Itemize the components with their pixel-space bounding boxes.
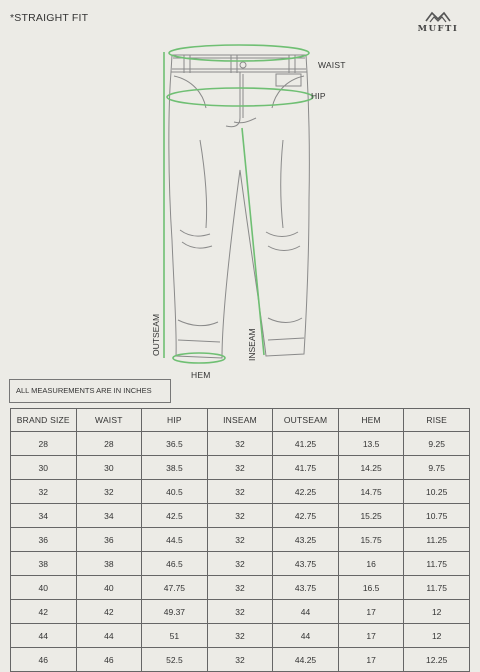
table-cell: 17	[338, 648, 404, 672]
table-cell: 28	[11, 432, 77, 456]
table-cell: 32	[207, 504, 273, 528]
inseam-measure-line	[242, 128, 264, 355]
table-row	[11, 528, 470, 552]
table-cell: 43.75	[273, 552, 339, 576]
table-cell: 38.5	[142, 456, 208, 480]
table-cell: 49.37	[142, 600, 208, 624]
table-cell: 32	[207, 552, 273, 576]
table-cell: 32	[207, 432, 273, 456]
hem-label: HEM	[191, 370, 211, 380]
table-cell: 42	[11, 600, 77, 624]
inseam-label: INSEAM	[247, 328, 257, 361]
table-cell: 34	[11, 504, 77, 528]
table-cell: 42.75	[273, 504, 339, 528]
table-cell: 14.75	[338, 480, 404, 504]
table-cell: 32	[207, 456, 273, 480]
table-cell: 36.5	[142, 432, 208, 456]
outseam-label: OUTSEAM	[151, 313, 161, 356]
table-cell: 44	[273, 624, 339, 648]
table-cell: 32	[76, 480, 142, 504]
table-cell: 32	[207, 648, 273, 672]
measurement-unit-note: ALL MEASUREMENTS ARE IN INCHES	[9, 379, 171, 403]
table-cell: 52.5	[142, 648, 208, 672]
table-cell: 44	[273, 600, 339, 624]
table-cell: 32	[207, 624, 273, 648]
table-cell: 36	[11, 528, 77, 552]
table-cell: 17	[338, 624, 404, 648]
table-cell: 46	[76, 648, 142, 672]
table-cell: 15.25	[338, 504, 404, 528]
table-cell: 38	[76, 552, 142, 576]
table-cell: 12.25	[404, 648, 470, 672]
table-cell: 12	[404, 624, 470, 648]
table-row	[11, 432, 470, 456]
table-cell: 42	[76, 600, 142, 624]
table-cell: 38	[11, 552, 77, 576]
table-cell: 14.25	[338, 456, 404, 480]
table-cell: 34	[76, 504, 142, 528]
table-cell: 42.25	[273, 480, 339, 504]
table-cell: 44	[11, 624, 77, 648]
table-cell: 47.75	[142, 576, 208, 600]
table-cell: 40.5	[142, 480, 208, 504]
table-cell: 30	[76, 456, 142, 480]
table-cell: 30	[11, 456, 77, 480]
table-cell: 10.75	[404, 504, 470, 528]
table-cell: 32	[207, 480, 273, 504]
table-row	[11, 576, 470, 600]
table-cell: 41.25	[273, 432, 339, 456]
table-cell: 46.5	[142, 552, 208, 576]
table-cell: 44.25	[273, 648, 339, 672]
table-row	[11, 456, 470, 480]
table-header-row	[11, 409, 470, 432]
table-cell: 9.25	[404, 432, 470, 456]
table-cell: 16.5	[338, 576, 404, 600]
waist-measure-line	[169, 45, 309, 61]
table-cell: 42.5	[142, 504, 208, 528]
measurement-guides	[164, 45, 313, 363]
table-cell: 44	[76, 624, 142, 648]
jeans-illustration	[169, 55, 310, 358]
table-row	[11, 600, 470, 624]
column-header: INSEAM	[207, 409, 273, 432]
table-cell: 15.75	[338, 528, 404, 552]
table-cell: 9.75	[404, 456, 470, 480]
table-cell: 16	[338, 552, 404, 576]
table-cell: 46	[11, 648, 77, 672]
table-row	[11, 648, 470, 672]
column-header: WAIST	[76, 409, 142, 432]
table-cell: 10.25	[404, 480, 470, 504]
table-cell: 43.25	[273, 528, 339, 552]
waist-label: WAIST	[318, 60, 346, 70]
hip-label: HIP	[311, 91, 326, 101]
table-cell: 13.5	[338, 432, 404, 456]
table-row	[11, 624, 470, 648]
table-cell: 43.75	[273, 576, 339, 600]
fit-type-title: *STRAIGHT FIT	[10, 12, 89, 24]
column-header: HEM	[338, 409, 404, 432]
column-header: HIP	[142, 409, 208, 432]
table-cell: 11.75	[404, 576, 470, 600]
table-cell: 51	[142, 624, 208, 648]
column-header: OUTSEAM	[273, 409, 339, 432]
table-cell: 32	[207, 576, 273, 600]
table-cell: 17	[338, 600, 404, 624]
table-cell: 32	[207, 528, 273, 552]
table-row	[11, 552, 470, 576]
table-cell: 32	[11, 480, 77, 504]
table-cell: 32	[207, 600, 273, 624]
table-cell: 12	[404, 600, 470, 624]
size-chart-table	[10, 408, 470, 672]
column-header: RISE	[404, 409, 470, 432]
table-row	[11, 480, 470, 504]
table-cell: 36	[76, 528, 142, 552]
table-row	[11, 504, 470, 528]
brand-name: MUFTI	[417, 24, 459, 34]
table-cell: 40	[11, 576, 77, 600]
table-cell: 11.25	[404, 528, 470, 552]
table-cell: 40	[76, 576, 142, 600]
table-cell: 44.5	[142, 528, 208, 552]
table-cell: 41.75	[273, 456, 339, 480]
column-header: BRAND SIZE	[11, 409, 77, 432]
table-cell: 11.75	[404, 552, 470, 576]
size-chart-body	[11, 432, 470, 672]
table-cell: 28	[76, 432, 142, 456]
